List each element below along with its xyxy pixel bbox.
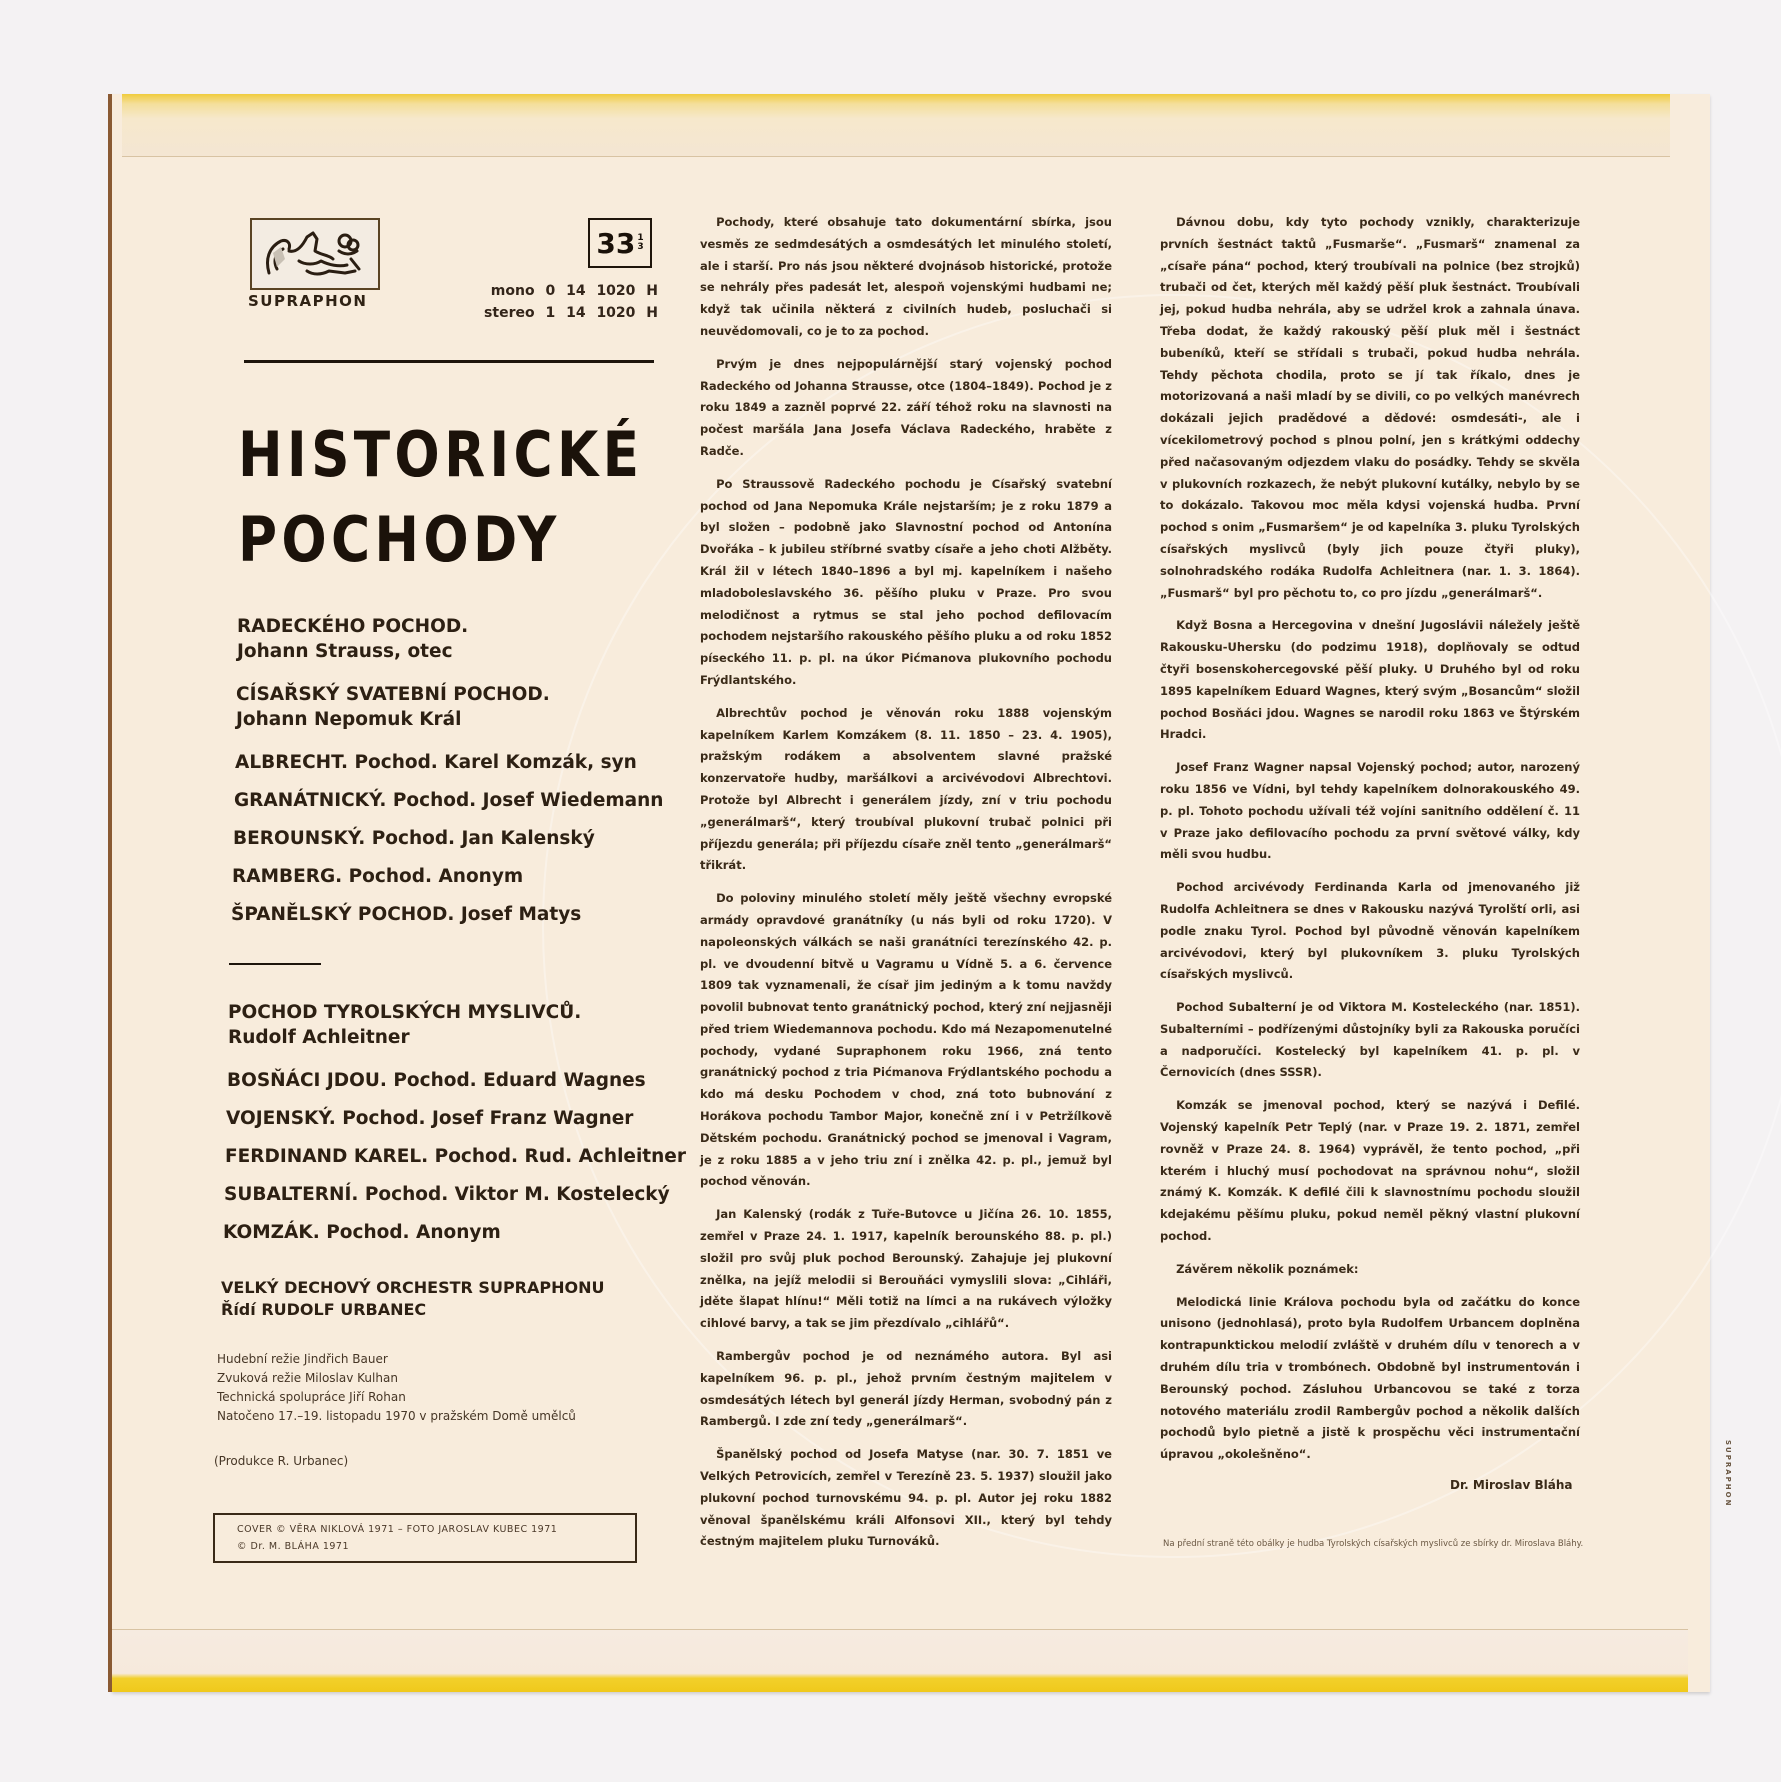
performers: VELKÝ DECHOVÝ ORCHESTR SUPRAPHONU Řídí RUDOLF URBANEC bbox=[221, 1278, 605, 1319]
track-a5: BEROUNSKÝ. Pochod. Jan Kalenský bbox=[233, 828, 595, 849]
liner-notes-right bbox=[1160, 212, 1580, 1477]
track-b5: SUBALTERNÍ. Pochod. Viktor M. Kostelecký bbox=[224, 1184, 670, 1205]
speed-fraction: 1 3 bbox=[637, 233, 644, 252]
top-flap bbox=[122, 94, 1670, 157]
production-credits: Hudební režie Jindřich Bauer Zvuková režie Miloslav Kulhan Technická spolupráce Jiří Rohan Natočeno 17.–19. listopadu 1970 v pražském Domě umělců bbox=[217, 1352, 576, 1423]
paragraph: Když Bosna a Hercegovina v dnešní Jugoslávii náležely ještě Rakousku-Uhersku (do podzimu 1918), doplňovaly se odtud čtyři bosenskohercegovské pěší pluky. U Druhého byl od roku 1895 kapelníkem Eduard Wagnes, který svým „Bosancům“ složil pochod Bosňáci jdou. Wagnes se narodil roku 1863 ve Štýrském Hradci. bbox=[1160, 618, 1580, 742]
paragraph: Do poloviny minulého století měly ještě všechny evropské armády opravdové granátníky (u nás byli od roku 1720). V napoleonských válkách se naši granátníci terezínského 42. p. pl. ve dvoudenní bitvě u Vagramu u Vídně 5. a 6. července 1809 tak vyznamenali, že císař jim jediným a k tomu navždy povolil bubnovat tento granátnický pochod, který zní nejjasněji před triem Wiedemannova pochodu. Kdo má Nezapomenutelné pochody, vydané Supraphonem roku 1966, zná tento granátnický pochod z tria Pićmanova Frýdlantského pochodu a kdo má desku Pochodem v chod, zná toto bubnování z Horákova pochodu Tambor Major, konečně zní i v Petržílkově Dětském pochodu. Granátnický pochod se jmenoval i Vagram, je z roku 1885 a v jeho triu zní i znělka 42. p. pl., jemuž byl pochod věnován. bbox=[700, 891, 1112, 1189]
speed-whole: 33 bbox=[596, 226, 636, 260]
side-divider bbox=[229, 963, 321, 965]
edge-brand-imprint: SUPRAPHON bbox=[1724, 1440, 1732, 1508]
lion-emblem-icon bbox=[259, 225, 371, 283]
paragraph: Po Straussově Radeckého pochodu je Císařský svatební pochod od Jana Nepomuka Krále nejstarším; je z roku 1879 a byl složen – podobně jako Slavnostní pochod od Antonína Dvořáka – k jubileu stříbrné svatby císaře a jeho choti Alžběty. Král žil v létech 1840–1896 a byl mj. kapelníkem i našeho mladoboleslavského 36. pěšího pluku v Praze. Pro svou melodičnost a rytmus se stal jeho pochod defilovacím pochodem nejstaršího rakouského pěšího pluku a od roku 1852 píseckého 11. p. pl. na úkor Pićmanova plukovního pochodu Frýdlantského. bbox=[700, 476, 1112, 687]
track-b2: BOSŇÁCI JDOU. Pochod. Eduard Wagnes bbox=[227, 1070, 646, 1091]
track-a4: GRANÁTNICKÝ. Pochod. Josef Wiedemann bbox=[234, 790, 664, 811]
track-a1: RADECKÉHO POCHOD. Johann Strauss, otec bbox=[237, 616, 469, 662]
paragraph: Závěrem několik poznámek: bbox=[1176, 1261, 1359, 1276]
catalog-mono: mono 0 14 1020 H bbox=[490, 283, 658, 299]
paragraph: Rambergův pochod je od neznámého autora. Byl asi kapelníkem 96. p. pl., jehož prvním čestným majitelem v osmdesátých létech byl generál jízdy Herman, svobodný pán z Rambergů. I zde zní tedy „generálmarš“. bbox=[700, 1349, 1112, 1429]
author-signature: Dr. Miroslav Bláha bbox=[1450, 1478, 1573, 1492]
album-title: HISTORICKÉ POCHODY bbox=[238, 418, 644, 576]
paragraph: Dávnou dobu, kdy tyto pochody vznikly, charakterizuje prvních šestnáct taktů „Fusmarše“. „Fusmarš“ znamenal za „císaře pána“ pochod, který troubívali na polnice (bez strojků) trubači od čet, kterých měl každý pěší pluk šestnáct. Troubívali jej, pokud hudba nehrála, aby se udržel krok a zahnala únava. Třeba dodat, že každý rakouský pěší pluk měl i šestnáct bubeníků, kteří se střídali s trubači, pokud hudba nehrála. Tehdy pěchota chodila, proto se jí tak říkalo, dnes je motorizovaná a naši mladí by se divili, co po velkých manévrech dokázali jejich pradědové a dědové: osmdesáti-, ale i vícekilometrový pochod s plnou polní, jen s krátkými oddechy před načasovaným odjezdem vlaku do posádky. Tehdy se skvěla v plukovních rozkazech, že nebýt plukovní kutálky, nebylo by se to dokázalo. Takovou moc měla kdysi vojenská hudba. První pochod s onim „Fusmaršem“ je od kapelníka 3. pluku Tyrolských císařských myslivců (byly jich pouze čtyři pluky), solnohradského rodáka Rudolfa Achleitnera (nar. 1. 3. 1864). „Fusmarš“ byl pro pěchotu to, co pro jízdu „generálmarš“. bbox=[1160, 215, 1580, 600]
catalog-stereo: stereo 1 14 1020 H bbox=[484, 305, 658, 321]
brand-name: SUPRAPHON bbox=[248, 292, 368, 310]
paragraph: Josef Franz Wagner napsal Vojenský pochod; autor, narozený roku 1856 ve Vídni, byl tehdy kapelníkem dolnorakouského 49. p. pl. Tohoto pochodu užívali též vojíni sanitního oddělení č. 11 v Praze jako defilovacího pochodu za první světové války, kdy měli svou hudbu. bbox=[1160, 760, 1580, 862]
paragraph: Albrechtův pochod je věnován roku 1888 vojenským kapelníkem Karlem Komzákem (8. 11. 1850 – 23. 4. 1905), pražským rodákem a absolventem slavné pražské konzervatoře hudby, maršálkovi a arcivévodovi Albrechtovi. Protože byl Albrecht i generálem jízdy, zní v triu pochodu „generálmarš“, který troubíval plukovní trubač polnici při příjezdu generála; při příjezdu císaře zněl tento „generálmarš“ třikrát. bbox=[700, 705, 1112, 873]
paragraph: Komzák se jmenoval pochod, který se nazývá i Defilé. Vojenský kapelník Petr Teplý (nar. v Praze 19. 2. 1871, zemřel rovněž v Praze 24. 8. 1964) vyprávěl, že tento pochod, „při kterém i hluchý musí pochodovat na správnou nohu“, složil známý K. Komzák. K defilé čili k slavnostnímu pochodu sloužil kdejakému pěšímu pluku, pokud neměl pěkný vlastní plukovní pochod. bbox=[1160, 1098, 1580, 1244]
track-b4: FERDINAND KAREL. Pochod. Rud. Achleitner bbox=[225, 1146, 686, 1167]
bottom-flap bbox=[112, 1629, 1688, 1692]
producer-credit: (Produkce R. Urbanec) bbox=[214, 1454, 349, 1468]
copyright-box: COVER © VĚRA NIKLOVÁ 1971 – FOTO JAROSLAV KUBEC 1971 © Dr. M. BLÁHA 1971 bbox=[213, 1513, 637, 1563]
track-a2: CÍSAŘSKÝ SVATEBNÍ POCHOD. Johann Nepomuk Král bbox=[236, 684, 550, 730]
speed-rpm-badge bbox=[588, 218, 652, 268]
paragraph: Španělský pochod od Josefa Matyse (nar. 30. 7. 1851 ve Velkých Petrovicích, zemřel v Terezíně 23. 5. 1937) sloužil jako plukovní pochod turnovskému 94. p. pl. Autor jej roku 1882 věnoval španělskému králi Alfonsovi XII., který byl tehdy čestným majitelem pluku Turnováků. bbox=[700, 1447, 1112, 1549]
header-divider bbox=[244, 360, 654, 363]
track-b3: VOJENSKÝ. Pochod. Josef Franz Wagner bbox=[226, 1108, 634, 1129]
paragraph: Prvým je dnes nejpopulárnější starý vojenský pochod Radeckého od Johanna Strausse, otce (1804–1849). Pochod je z roku 1849 a zazněl poprvé 22. září téhož roku na slavnosti na počest maršála Jana Josefa Václava Radeckého, hraběte z Radče. bbox=[700, 356, 1112, 458]
liner-notes-middle bbox=[700, 212, 1112, 1564]
supraphon-logo bbox=[250, 218, 380, 290]
track-a6: RAMBERG. Pochod. Anonym bbox=[232, 866, 524, 887]
paragraph: Pochody, které obsahuje tato dokumentární sbírka, jsou vesměs ze sedmdesátých a osmdesátých let minulého století, ale i starší. Pro nás jsou některé dvojnásob historické, protože se nehrály přes padesát let, alespoň vojenskými hudbami ne; když tak učinila některá z civilních hudeb, posluchači si neuvědomovali, co je to za pochod. bbox=[700, 215, 1112, 338]
paragraph: Jan Kalenský (rodák z Tuře-Butovce u Jičína 26. 10. 1855, zemřel v Praze 24. 1. 1917, kapelník berounského 88. p. pl.) složil pro svůj pluk pochod Berounský. Zahajuje jej plukovní znělka, na jejíž melodii si Berouňáci vymyslili slova: „Cihláři, jděte šlapat hlínu!“ Měli totiž na límci a na rukávech výložky cihlové barvy, a tak se jim přezdívalo „cihlářů“. bbox=[700, 1207, 1112, 1331]
track-b1: POCHOD TYROLSKÝCH MYSLIVCŮ. Rudolf Achleitner bbox=[228, 1002, 582, 1048]
cover-footnote: Na přední straně této obálky je hudba Tyrolských císařských myslivců ze sbírky dr. Miroslava Bláhy. bbox=[1163, 1539, 1584, 1549]
track-a7: ŠPANĚLSKÝ POCHOD. Josef Matys bbox=[231, 904, 582, 925]
track-b6: KOMZÁK. Pochod. Anonym bbox=[223, 1222, 501, 1243]
paragraph: Melodická linie Králova pochodu byla od začátku do konce unisono (jednohlasá), proto byla Rudolfem Urbancem doplněna kontrapunktickou melodií zvláště v druhém dílu v tenorech a v druhém dílu tria v trombónech. Obdobně byl instrumentován i Berounský pochod. Zásluhou Urbancovou se také z torza notového materiálu zrodil Rambergův pochod a několik dalších pochodů bylo pietně a jistě k prospěchu věci instrumentační úpravou „okolešněno“. bbox=[1160, 1294, 1580, 1462]
paragraph: Pochod arcivévody Ferdinanda Karla od jmenovaného již Rudolfa Achleitnera se dnes v Rakousku nazývá Tyrolští orli, asi podle znaku Tyrol. Pochod byl původně věnován kapelníkem arcivévodovi, který byl plukovníkem 3. pluku Tyrolských císařských myslivců. bbox=[1160, 880, 1580, 982]
paragraph: Pochod Subalterní je od Viktora M. Kosteleckého (nar. 1851). Subalterními – podřízenými důstojníky byli za Rakouska poručíci a nadporučíci. Kostelecký byl kapelníkem 41. p. pl. v Černovicích (dnes SSSR). bbox=[1160, 1000, 1580, 1080]
track-a3: ALBRECHT. Pochod. Karel Komzák, syn bbox=[235, 752, 637, 773]
